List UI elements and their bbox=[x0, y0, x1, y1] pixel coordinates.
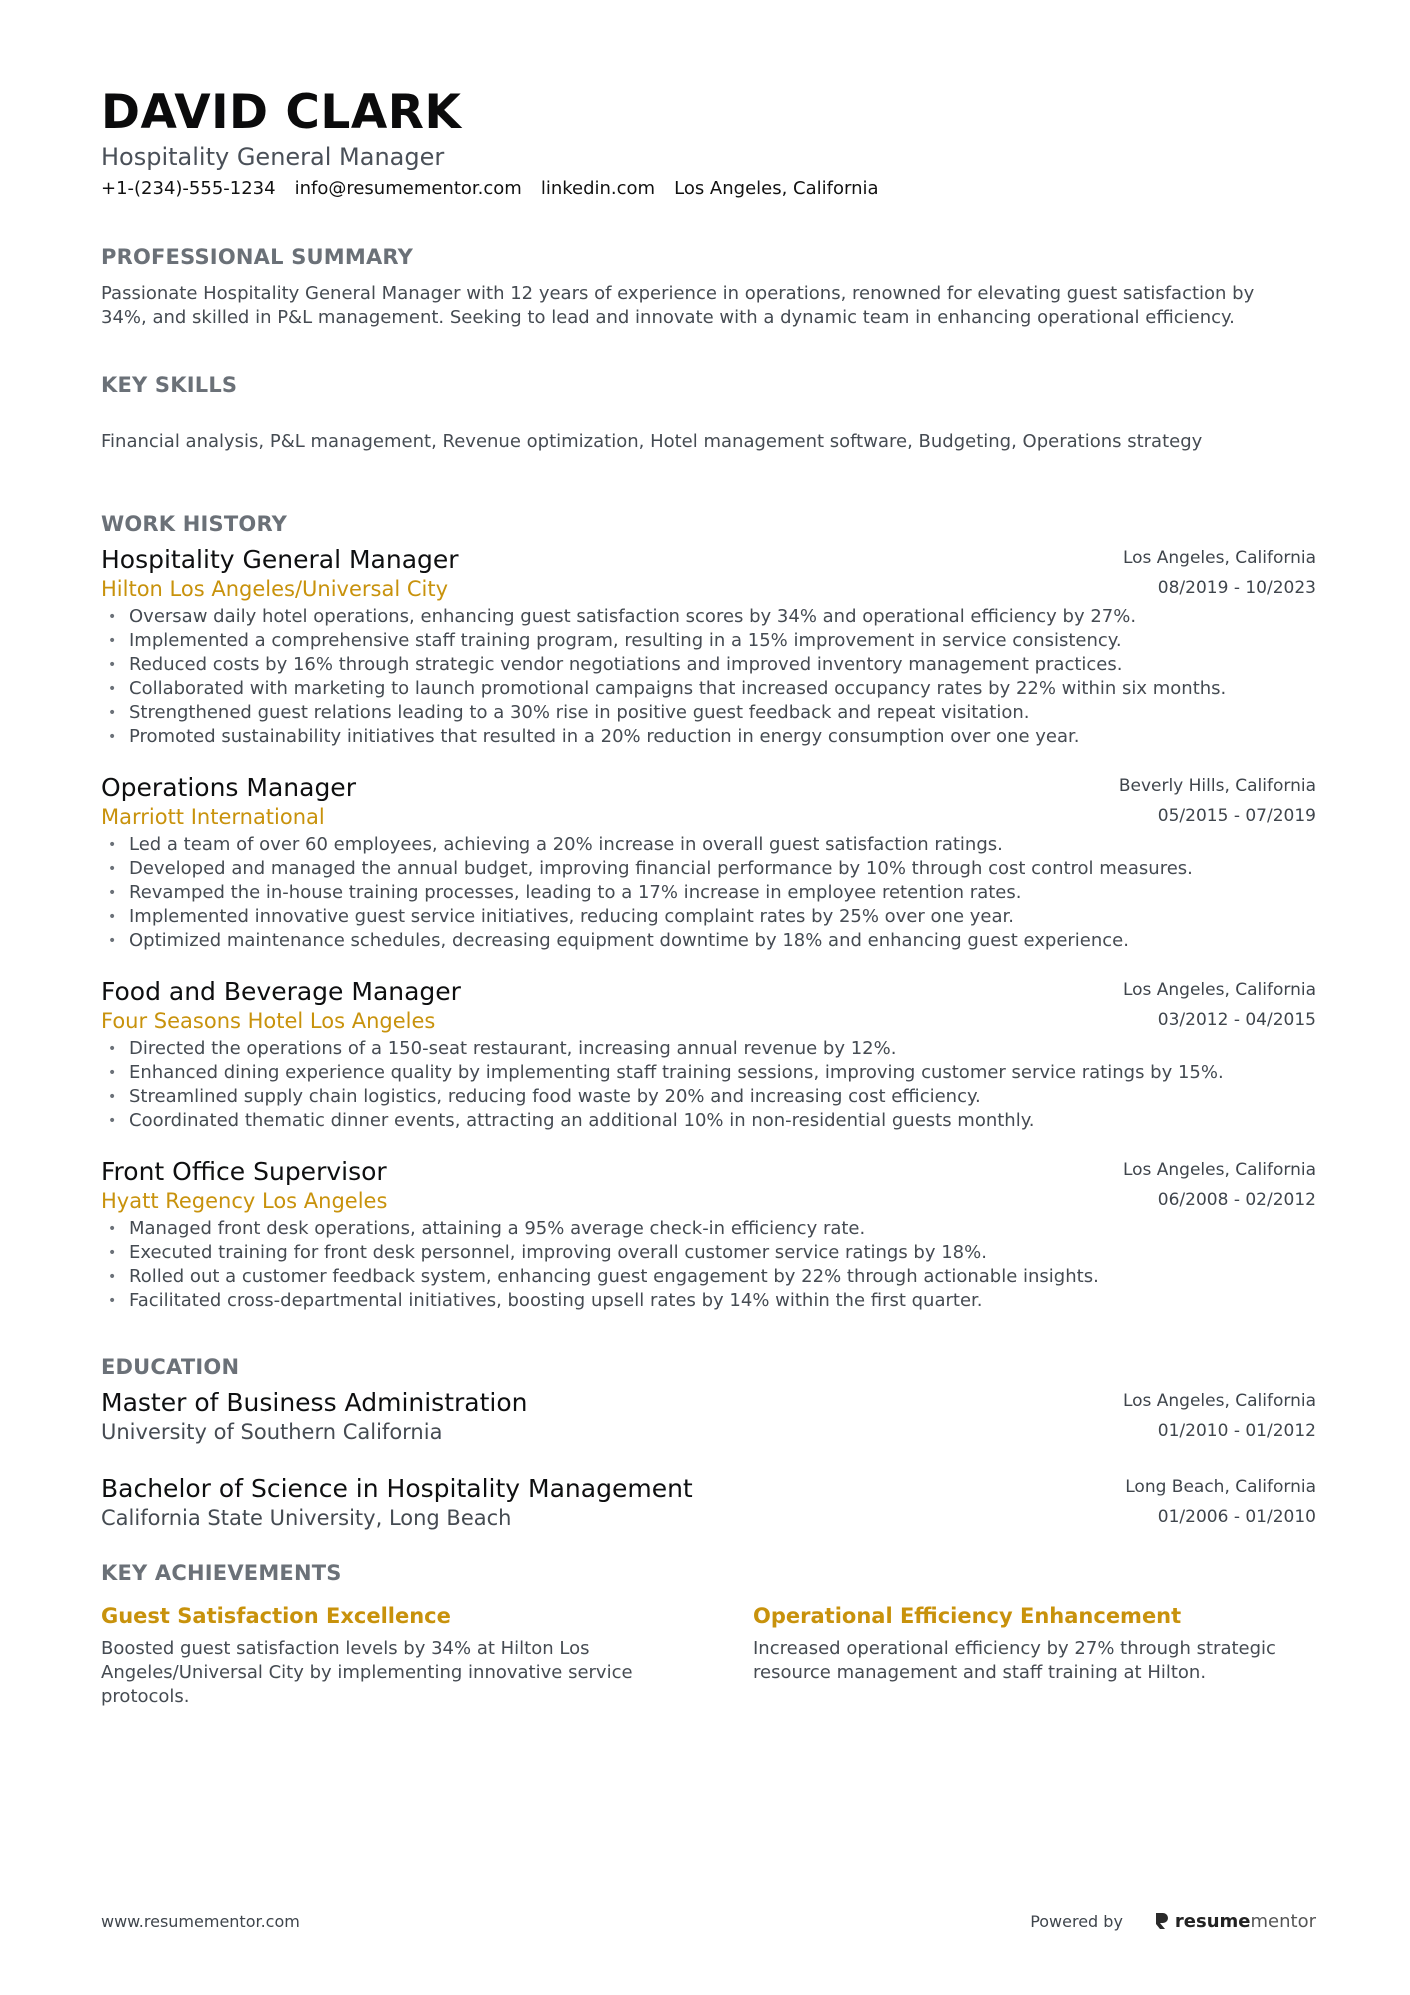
job-bullet bbox=[101, 1265, 1316, 1289]
footer-branding bbox=[1030, 1911, 1316, 1932]
job-entry bbox=[101, 1157, 1316, 1313]
candidate-title: Hospitality General Manager bbox=[101, 143, 445, 171]
job-bullet bbox=[101, 857, 1316, 881]
bullet-text: Collaborated with marketing to launch promotional campaigns that increased occupancy rates by 22% within six months. bbox=[129, 678, 1227, 699]
job-bullets bbox=[101, 605, 1316, 749]
skills-heading: KEY SKILLS bbox=[101, 373, 238, 397]
job-bullets bbox=[101, 1037, 1316, 1133]
job-company: Marriott International bbox=[101, 805, 325, 829]
education-entry bbox=[101, 1474, 1316, 1536]
job-bullet bbox=[101, 905, 1316, 929]
job-entry bbox=[101, 545, 1316, 749]
bullet-text: Developed and managed the annual budget, improving financial performance by 10% through cost control measures. bbox=[129, 858, 1193, 879]
bullet-text: Executed training for front desk personnel, improving overall customer service ratings by 18%. bbox=[129, 1242, 987, 1263]
job-bullet bbox=[101, 1037, 1316, 1061]
job-bullets bbox=[101, 1217, 1316, 1313]
resumementor-logo-icon bbox=[1153, 1911, 1169, 1931]
bullet-text: Revamped the in-house training processes, leading to a 17% increase in employee retention rates. bbox=[129, 882, 1022, 903]
bullet-dot-icon: • bbox=[108, 933, 117, 949]
bullet-dot-icon: • bbox=[108, 909, 117, 925]
bullet-text: Directed the operations of a 150-seat restaurant, increasing annual revenue by 12%. bbox=[129, 1038, 897, 1059]
bullet-text: Oversaw daily hotel operations, enhancing guest satisfaction scores by 34% and operational efficiency by 27%. bbox=[129, 606, 1137, 627]
bullet-dot-icon: • bbox=[108, 1245, 117, 1261]
bullet-dot-icon: • bbox=[108, 1221, 117, 1237]
summary-section bbox=[101, 244, 1316, 330]
education-school: University of Southern California bbox=[101, 1420, 443, 1444]
bullet-dot-icon: • bbox=[108, 1293, 117, 1309]
job-bullet bbox=[101, 1217, 1316, 1241]
job-bullet bbox=[101, 929, 1316, 953]
job-title: Operations Manager bbox=[101, 773, 356, 802]
bullet-text: Implemented a comprehensive staff training program, resulting in a 15% improvement in service consistency. bbox=[129, 630, 1122, 651]
job-meta bbox=[1119, 771, 1316, 831]
contact-phone[interactable]: +1-(234)-555-1234 bbox=[101, 178, 276, 199]
education-section bbox=[101, 1354, 1316, 1536]
education-list bbox=[101, 1388, 1316, 1536]
bullet-text: Implemented innovative guest service initiatives, reducing complaint rates by 25% over one year. bbox=[129, 906, 1014, 927]
job-header bbox=[101, 545, 1316, 605]
achievement-item bbox=[753, 1602, 1313, 1709]
achievement-title: Operational Efficiency Enhancement bbox=[753, 1604, 1182, 1628]
achievement-item bbox=[101, 1602, 661, 1709]
bullet-text: Streamlined supply chain logistics, reducing food waste by 20% and increasing cost efficiency. bbox=[129, 1086, 981, 1107]
bullet-text: Led a team of over 60 employees, achieving a 20% increase in overall guest satisfaction ratings. bbox=[129, 834, 1003, 855]
footer-website[interactable]: www.resumementor.com bbox=[101, 1911, 300, 1931]
job-location: Los Angeles, California bbox=[1122, 1160, 1316, 1180]
job-entry bbox=[101, 977, 1316, 1133]
job-list bbox=[101, 545, 1316, 1313]
bullet-text: Enhanced dining experience quality by implementing staff training sessions, improving customer service ratings by 15%. bbox=[129, 1062, 1224, 1083]
education-school: California State University, Long Beach bbox=[101, 1506, 512, 1530]
job-location: Los Angeles, California bbox=[1122, 980, 1316, 1000]
job-header bbox=[101, 1157, 1316, 1217]
education-meta bbox=[1125, 1472, 1316, 1532]
footer bbox=[101, 1906, 1316, 1936]
education-location: Los Angeles, California bbox=[1122, 1391, 1316, 1411]
job-bullet bbox=[101, 677, 1316, 701]
bullet-dot-icon: • bbox=[108, 1065, 117, 1081]
bullet-dot-icon: • bbox=[108, 837, 117, 853]
achievements-section bbox=[101, 1560, 1316, 1709]
job-location: Los Angeles, California bbox=[1122, 548, 1316, 568]
skills-section bbox=[101, 372, 1316, 454]
brand-logo[interactable] bbox=[1153, 1911, 1316, 1932]
contact-linkedin[interactable]: linkedin.com bbox=[540, 178, 656, 199]
job-meta bbox=[1123, 543, 1316, 603]
contact-email[interactable]: info@resumementor.com bbox=[294, 178, 522, 199]
job-header bbox=[101, 773, 1316, 833]
work-heading: WORK HISTORY bbox=[101, 512, 288, 536]
bullet-dot-icon: • bbox=[108, 1269, 117, 1285]
education-dates: 01/2010 - 01/2012 bbox=[1157, 1421, 1316, 1441]
bullet-text: Rolled out a customer feedback system, enhancing guest engagement by 22% through actionable insights. bbox=[129, 1266, 1099, 1287]
summary-heading: PROFESSIONAL SUMMARY bbox=[101, 245, 414, 269]
job-title: Food and Beverage Manager bbox=[101, 977, 461, 1006]
job-dates: 05/2015 - 07/2019 bbox=[1157, 806, 1316, 826]
bullet-text: Optimized maintenance schedules, decreasing equipment downtime by 18% and enhancing guest experience. bbox=[129, 930, 1129, 951]
achievements-heading: KEY ACHIEVEMENTS bbox=[101, 1561, 342, 1585]
bullet-text: Managed front desk operations, attaining a 95% average check-in efficiency rate. bbox=[129, 1218, 866, 1239]
bullet-text: Coordinated thematic dinner events, attracting an additional 10% in non-residential guests monthly. bbox=[129, 1110, 1035, 1131]
job-bullet bbox=[101, 1061, 1316, 1085]
bullet-dot-icon: • bbox=[108, 885, 117, 901]
bullet-dot-icon: • bbox=[108, 1089, 117, 1105]
powered-by-label: Powered by bbox=[1030, 1911, 1123, 1931]
job-meta bbox=[1123, 975, 1316, 1035]
resume-header bbox=[101, 86, 1316, 201]
bullet-dot-icon: • bbox=[108, 1113, 117, 1129]
education-degree: Master of Business Administration bbox=[101, 1388, 528, 1417]
job-bullet bbox=[101, 605, 1316, 629]
job-bullet bbox=[101, 653, 1316, 677]
job-company: Hyatt Regency Los Angeles bbox=[101, 1189, 388, 1213]
job-title: Hospitality General Manager bbox=[101, 545, 459, 574]
summary-text: Passionate Hospitality General Manager with 12 years of experience in operations, renowned for elevating guest satisfaction by 34%, and skilled in P&L management. Seeking to lead and innovate with a dynamic team in enhancing operational efficiency. bbox=[101, 283, 1255, 328]
education-meta bbox=[1123, 1386, 1316, 1446]
bullet-dot-icon: • bbox=[108, 729, 117, 745]
job-bullet bbox=[101, 1241, 1316, 1265]
job-dates: 06/2008 - 02/2012 bbox=[1157, 1190, 1316, 1210]
bullet-dot-icon: • bbox=[108, 1041, 117, 1057]
job-entry bbox=[101, 773, 1316, 953]
job-bullet bbox=[101, 725, 1316, 749]
brand-part1: resume bbox=[1174, 1910, 1251, 1932]
job-bullet bbox=[101, 701, 1316, 725]
job-bullet bbox=[101, 1109, 1316, 1133]
bullet-text: Reduced costs by 16% through strategic vendor negotiations and improved inventory management practices. bbox=[129, 654, 1123, 675]
bullet-dot-icon: • bbox=[108, 657, 117, 673]
bullet-dot-icon: • bbox=[108, 861, 117, 877]
candidate-name: DAVID CLARK bbox=[101, 85, 462, 140]
brand-part2: mentor bbox=[1250, 1910, 1316, 1932]
job-bullets bbox=[101, 833, 1316, 953]
achievement-text: Increased operational efficiency by 27% through strategic resource management and staff training at Hilton. bbox=[753, 1638, 1276, 1683]
bullet-text: Promoted sustainability initiatives that resulted in a 20% reduction in energy consumption over one year. bbox=[129, 726, 1080, 747]
job-bullet bbox=[101, 833, 1316, 857]
achievement-list bbox=[101, 1602, 1316, 1709]
work-section bbox=[101, 511, 1316, 1313]
education-degree: Bachelor of Science in Hospitality Management bbox=[101, 1474, 693, 1503]
skills-text: Financial analysis, P&L management, Revenue optimization, Hotel management software, Budgeting, Operations strategy bbox=[101, 431, 1203, 452]
resume-page bbox=[101, 86, 1316, 1916]
contact-location: Los Angeles, California bbox=[674, 178, 879, 199]
bullet-text: Strengthened guest relations leading to a 30% rise in positive guest feedback and repeat visitation. bbox=[129, 702, 1030, 723]
education-dates: 01/2006 - 01/2010 bbox=[1157, 1507, 1316, 1527]
education-location: Long Beach, California bbox=[1125, 1477, 1316, 1497]
job-header bbox=[101, 977, 1316, 1037]
achievement-text: Boosted guest satisfaction levels by 34% at Hilton Los Angeles/Universal City by implementing innovative service protocols. bbox=[101, 1638, 633, 1707]
job-company: Hilton Los Angeles/Universal City bbox=[101, 577, 448, 601]
achievement-title: Guest Satisfaction Excellence bbox=[101, 1604, 451, 1628]
job-dates: 03/2012 - 04/2015 bbox=[1157, 1010, 1316, 1030]
job-meta bbox=[1123, 1155, 1316, 1215]
bullet-dot-icon: • bbox=[108, 681, 117, 697]
job-company: Four Seasons Hotel Los Angeles bbox=[101, 1009, 436, 1033]
job-bullet bbox=[101, 1085, 1316, 1109]
education-entry bbox=[101, 1388, 1316, 1450]
job-bullet bbox=[101, 881, 1316, 905]
bullet-dot-icon: • bbox=[108, 609, 117, 625]
contact-row bbox=[101, 177, 1316, 201]
job-bullet bbox=[101, 1289, 1316, 1313]
bullet-text: Facilitated cross-departmental initiatives, boosting upsell rates by 14% within the first quarter. bbox=[129, 1290, 983, 1311]
education-heading: EDUCATION bbox=[101, 1355, 240, 1379]
bullet-dot-icon: • bbox=[108, 705, 117, 721]
job-location: Beverly Hills, California bbox=[1118, 776, 1316, 796]
job-title: Front Office Supervisor bbox=[101, 1157, 387, 1186]
bullet-dot-icon: • bbox=[108, 633, 117, 649]
job-bullet bbox=[101, 629, 1316, 653]
job-dates: 08/2019 - 10/2023 bbox=[1157, 578, 1316, 598]
